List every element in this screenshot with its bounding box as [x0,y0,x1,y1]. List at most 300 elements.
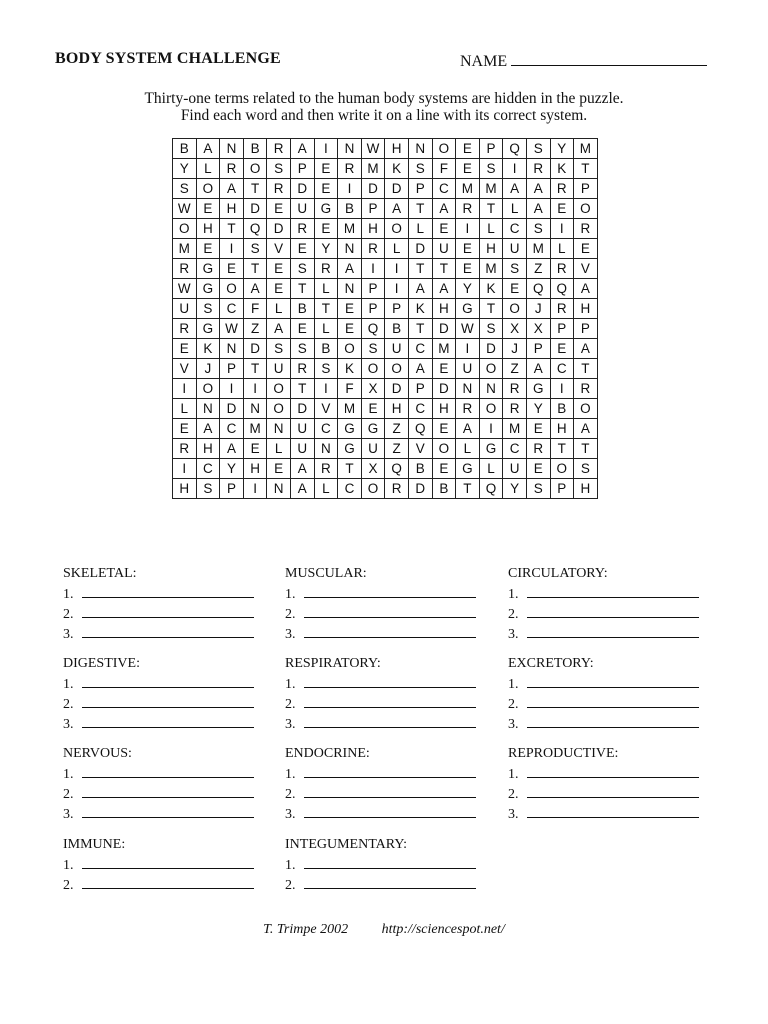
puzzle-letter[interactable]: R [550,179,574,199]
puzzle-letter[interactable]: M [479,259,503,279]
puzzle-letter[interactable]: E [432,419,456,439]
puzzle-letter[interactable]: U [456,359,480,379]
puzzle-letter[interactable]: S [314,359,338,379]
puzzle-letter[interactable]: Y [550,139,574,159]
puzzle-letter[interactable]: X [361,379,385,399]
puzzle-letter[interactable]: B [338,199,362,219]
puzzle-letter[interactable]: D [385,179,409,199]
puzzle-letter[interactable]: L [314,479,338,499]
answer-line[interactable] [304,674,476,688]
puzzle-letter[interactable]: R [526,159,550,179]
puzzle-letter[interactable]: J [196,359,220,379]
puzzle-letter[interactable]: M [432,339,456,359]
puzzle-letter[interactable]: Z [385,439,409,459]
puzzle-letter[interactable]: T [479,199,503,219]
puzzle-letter[interactable]: M [338,219,362,239]
puzzle-letter[interactable]: I [243,479,267,499]
puzzle-letter[interactable]: H [220,199,244,219]
puzzle-letter[interactable]: Y [456,279,480,299]
puzzle-letter[interactable]: Q [526,279,550,299]
puzzle-letter[interactable]: B [173,139,197,159]
answer-line[interactable] [82,714,254,728]
puzzle-letter[interactable]: R [503,399,527,419]
puzzle-letter[interactable]: I [314,139,338,159]
puzzle-letter[interactable]: T [408,319,432,339]
puzzle-letter[interactable]: A [526,199,550,219]
puzzle-letter[interactable]: R [267,139,291,159]
answer-line[interactable] [304,584,476,598]
puzzle-letter[interactable]: L [479,459,503,479]
puzzle-letter[interactable]: A [456,419,480,439]
puzzle-letter[interactable]: B [290,299,314,319]
puzzle-letter[interactable]: O [385,359,409,379]
answer-line[interactable] [527,604,699,618]
puzzle-letter[interactable]: N [243,399,267,419]
puzzle-letter[interactable]: G [479,439,503,459]
puzzle-letter[interactable]: C [196,459,220,479]
puzzle-letter[interactable]: A [243,279,267,299]
answer-line[interactable] [304,855,476,869]
puzzle-letter[interactable]: R [314,459,338,479]
answer-line[interactable] [304,624,476,638]
puzzle-letter[interactable]: H [432,399,456,419]
puzzle-letter[interactable]: C [220,299,244,319]
answer-line[interactable] [527,714,699,728]
puzzle-letter[interactable]: I [456,339,480,359]
puzzle-letter[interactable]: Z [503,359,527,379]
puzzle-letter[interactable]: Q [361,319,385,339]
puzzle-letter[interactable]: R [173,319,197,339]
puzzle-letter[interactable]: C [338,479,362,499]
puzzle-letter[interactable]: S [479,159,503,179]
puzzle-letter[interactable]: E [267,279,291,299]
puzzle-letter[interactable]: V [574,259,598,279]
puzzle-letter[interactable]: H [361,219,385,239]
puzzle-letter[interactable]: R [550,299,574,319]
answer-line[interactable] [527,694,699,708]
puzzle-letter[interactable]: A [432,199,456,219]
answer-line[interactable] [304,714,476,728]
puzzle-letter[interactable]: K [338,359,362,379]
puzzle-letter[interactable]: B [408,459,432,479]
puzzle-letter[interactable]: S [173,179,197,199]
puzzle-letter[interactable]: Q [385,459,409,479]
puzzle-letter[interactable]: T [550,439,574,459]
puzzle-letter[interactable]: Y [220,459,244,479]
puzzle-letter[interactable]: H [173,479,197,499]
puzzle-letter[interactable]: R [173,259,197,279]
puzzle-letter[interactable]: C [503,219,527,239]
puzzle-letter[interactable]: V [314,399,338,419]
puzzle-letter[interactable]: L [385,239,409,259]
puzzle-letter[interactable]: Y [526,399,550,419]
puzzle-letter[interactable]: A [408,279,432,299]
puzzle-letter[interactable]: U [290,439,314,459]
puzzle-letter[interactable]: R [503,379,527,399]
answer-line[interactable] [304,604,476,618]
puzzle-letter[interactable]: N [267,479,291,499]
puzzle-letter[interactable]: O [361,359,385,379]
puzzle-letter[interactable]: N [408,139,432,159]
answer-line[interactable] [304,784,476,798]
puzzle-letter[interactable]: P [220,479,244,499]
puzzle-letter[interactable]: O [574,199,598,219]
puzzle-letter[interactable]: G [456,459,480,479]
puzzle-letter[interactable]: E [574,239,598,259]
puzzle-letter[interactable]: S [574,459,598,479]
puzzle-letter[interactable]: F [432,159,456,179]
puzzle-letter[interactable]: O [479,399,503,419]
puzzle-letter[interactable]: L [196,159,220,179]
puzzle-letter[interactable]: S [408,159,432,179]
puzzle-letter[interactable]: P [361,199,385,219]
puzzle-letter[interactable]: C [408,399,432,419]
puzzle-letter[interactable]: O [574,399,598,419]
puzzle-letter[interactable]: E [290,319,314,339]
puzzle-letter[interactable]: S [196,479,220,499]
puzzle-letter[interactable]: T [574,439,598,459]
puzzle-letter[interactable]: E [432,219,456,239]
puzzle-letter[interactable]: A [267,319,291,339]
puzzle-letter[interactable]: G [196,279,220,299]
footer-url[interactable]: http://sciencespot.net/ [381,922,505,937]
puzzle-letter[interactable]: Q [479,479,503,499]
puzzle-letter[interactable]: P [408,179,432,199]
puzzle-letter[interactable]: O [220,279,244,299]
answer-line[interactable] [82,784,254,798]
puzzle-letter[interactable]: W [173,279,197,299]
puzzle-letter[interactable]: I [338,179,362,199]
puzzle-letter[interactable]: L [267,299,291,319]
puzzle-letter[interactable]: A [196,139,220,159]
puzzle-letter[interactable]: D [267,219,291,239]
puzzle-letter[interactable]: H [479,239,503,259]
puzzle-letter[interactable]: A [220,439,244,459]
puzzle-letter[interactable]: M [456,179,480,199]
puzzle-letter[interactable]: F [243,299,267,319]
puzzle-letter[interactable]: G [361,419,385,439]
puzzle-letter[interactable]: E [267,259,291,279]
puzzle-letter[interactable]: E [314,179,338,199]
puzzle-letter[interactable]: A [574,339,598,359]
puzzle-letter[interactable]: O [338,339,362,359]
puzzle-letter[interactable]: I [220,239,244,259]
puzzle-letter[interactable]: E [456,139,480,159]
puzzle-letter[interactable]: O [503,299,527,319]
puzzle-letter[interactable]: I [456,219,480,239]
puzzle-letter[interactable]: I [385,279,409,299]
puzzle-letter[interactable]: M [503,419,527,439]
puzzle-letter[interactable]: A [526,179,550,199]
puzzle-letter[interactable]: D [361,179,385,199]
puzzle-letter[interactable]: O [267,399,291,419]
puzzle-letter[interactable]: N [314,439,338,459]
puzzle-letter[interactable]: S [290,339,314,359]
puzzle-letter[interactable]: U [432,239,456,259]
puzzle-letter[interactable]: R [385,479,409,499]
puzzle-letter[interactable]: A [408,359,432,379]
puzzle-letter[interactable]: T [408,199,432,219]
puzzle-letter[interactable]: E [173,419,197,439]
puzzle-letter[interactable]: A [574,419,598,439]
puzzle-letter[interactable]: D [220,399,244,419]
puzzle-letter[interactable]: B [314,339,338,359]
puzzle-letter[interactable]: P [550,319,574,339]
puzzle-letter[interactable]: S [290,259,314,279]
puzzle-letter[interactable]: N [220,139,244,159]
puzzle-letter[interactable]: H [550,419,574,439]
puzzle-letter[interactable]: Y [314,239,338,259]
puzzle-letter[interactable]: P [385,299,409,319]
puzzle-letter[interactable]: T [314,299,338,319]
puzzle-letter[interactable]: P [290,159,314,179]
puzzle-letter[interactable]: I [220,379,244,399]
puzzle-letter[interactable]: V [408,439,432,459]
puzzle-letter[interactable]: A [526,359,550,379]
puzzle-letter[interactable]: A [338,259,362,279]
puzzle-letter[interactable]: A [290,459,314,479]
puzzle-letter[interactable]: H [385,139,409,159]
puzzle-letter[interactable]: T [290,279,314,299]
puzzle-letter[interactable]: A [432,279,456,299]
puzzle-letter[interactable]: D [243,339,267,359]
puzzle-letter[interactable]: E [267,199,291,219]
puzzle-letter[interactable]: P [361,279,385,299]
puzzle-letter[interactable]: E [361,399,385,419]
puzzle-letter[interactable]: S [361,339,385,359]
puzzle-letter[interactable]: Q [550,279,574,299]
puzzle-letter[interactable]: B [550,399,574,419]
answer-line[interactable] [82,604,254,618]
puzzle-letter[interactable]: C [503,439,527,459]
puzzle-letter[interactable]: P [361,299,385,319]
puzzle-letter[interactable]: C [220,419,244,439]
puzzle-letter[interactable]: U [385,339,409,359]
puzzle-letter[interactable]: E [456,159,480,179]
puzzle-letter[interactable]: I [385,259,409,279]
puzzle-letter[interactable]: T [243,259,267,279]
puzzle-letter[interactable]: Y [173,159,197,179]
puzzle-letter[interactable]: M [338,399,362,419]
puzzle-letter[interactable]: D [432,379,456,399]
puzzle-letter[interactable]: N [267,419,291,439]
puzzle-letter[interactable]: A [503,179,527,199]
puzzle-letter[interactable]: Z [385,419,409,439]
puzzle-letter[interactable]: E [314,159,338,179]
puzzle-letter[interactable]: U [361,439,385,459]
puzzle-letter[interactable]: E [432,359,456,379]
puzzle-letter[interactable]: U [503,459,527,479]
puzzle-letter[interactable]: U [173,299,197,319]
puzzle-letter[interactable]: L [314,279,338,299]
puzzle-letter[interactable]: L [479,219,503,239]
puzzle-letter[interactable]: P [574,319,598,339]
puzzle-letter[interactable]: R [220,159,244,179]
puzzle-letter[interactable]: I [550,219,574,239]
puzzle-letter[interactable]: H [432,299,456,319]
puzzle-letter[interactable]: R [456,199,480,219]
answer-line[interactable] [304,764,476,778]
answer-line[interactable] [527,674,699,688]
puzzle-letter[interactable]: P [408,379,432,399]
answer-line[interactable] [82,855,254,869]
puzzle-letter[interactable]: P [526,339,550,359]
puzzle-letter[interactable]: I [550,379,574,399]
puzzle-letter[interactable]: R [314,259,338,279]
puzzle-letter[interactable]: A [290,479,314,499]
answer-line[interactable] [527,584,699,598]
puzzle-letter[interactable]: D [432,319,456,339]
puzzle-letter[interactable]: T [408,259,432,279]
puzzle-letter[interactable]: I [479,419,503,439]
name-input-line[interactable] [511,50,707,66]
puzzle-letter[interactable]: J [503,339,527,359]
puzzle-letter[interactable]: R [290,219,314,239]
puzzle-letter[interactable]: G [314,199,338,219]
puzzle-letter[interactable]: T [574,359,598,379]
puzzle-letter[interactable]: H [574,299,598,319]
answer-line[interactable] [82,584,254,598]
puzzle-letter[interactable]: U [290,199,314,219]
puzzle-letter[interactable]: H [385,399,409,419]
puzzle-letter[interactable]: P [574,179,598,199]
puzzle-letter[interactable]: I [361,259,385,279]
puzzle-letter[interactable]: E [314,219,338,239]
puzzle-letter[interactable]: E [550,199,574,219]
answer-line[interactable] [82,804,254,818]
puzzle-letter[interactable]: R [361,239,385,259]
puzzle-letter[interactable]: S [526,219,550,239]
puzzle-letter[interactable]: O [173,219,197,239]
puzzle-letter[interactable]: R [574,219,598,239]
answer-line[interactable] [82,694,254,708]
puzzle-letter[interactable]: D [290,399,314,419]
answer-line[interactable] [304,875,476,889]
puzzle-letter[interactable]: H [196,439,220,459]
answer-line[interactable] [82,764,254,778]
puzzle-letter[interactable]: X [526,319,550,339]
puzzle-letter[interactable]: L [267,439,291,459]
puzzle-letter[interactable]: X [361,459,385,479]
puzzle-letter[interactable]: N [220,339,244,359]
puzzle-letter[interactable]: U [503,239,527,259]
puzzle-letter[interactable]: T [220,219,244,239]
puzzle-letter[interactable]: O [432,439,456,459]
puzzle-letter[interactable]: B [243,139,267,159]
puzzle-letter[interactable]: A [385,199,409,219]
puzzle-letter[interactable]: D [243,199,267,219]
puzzle-letter[interactable]: S [526,479,550,499]
puzzle-letter[interactable]: M [479,179,503,199]
puzzle-letter[interactable]: Q [243,219,267,239]
puzzle-letter[interactable]: T [479,299,503,319]
puzzle-letter[interactable]: E [503,279,527,299]
puzzle-letter[interactable]: Q [503,139,527,159]
answer-line[interactable] [304,804,476,818]
puzzle-letter[interactable]: U [290,419,314,439]
puzzle-letter[interactable]: Q [408,419,432,439]
puzzle-letter[interactable]: F [338,379,362,399]
answer-line[interactable] [304,694,476,708]
puzzle-letter[interactable]: V [173,359,197,379]
puzzle-letter[interactable]: D [290,179,314,199]
puzzle-letter[interactable]: W [220,319,244,339]
puzzle-letter[interactable]: K [479,279,503,299]
puzzle-letter[interactable]: S [526,139,550,159]
puzzle-letter[interactable]: M [526,239,550,259]
puzzle-letter[interactable]: M [243,419,267,439]
puzzle-letter[interactable]: R [267,179,291,199]
puzzle-letter[interactable]: E [432,459,456,479]
puzzle-letter[interactable]: S [479,319,503,339]
puzzle-letter[interactable]: R [550,259,574,279]
puzzle-letter[interactable]: Y [503,479,527,499]
puzzle-letter[interactable]: L [314,319,338,339]
name-field[interactable] [460,50,707,71]
puzzle-letter[interactable]: D [408,239,432,259]
puzzle-letter[interactable]: E [338,299,362,319]
puzzle-letter[interactable]: Z [526,259,550,279]
puzzle-letter[interactable]: L [456,439,480,459]
puzzle-letter[interactable]: C [432,179,456,199]
puzzle-letter[interactable]: B [385,319,409,339]
puzzle-letter[interactable]: A [574,279,598,299]
answer-line[interactable] [82,624,254,638]
puzzle-letter[interactable]: U [267,359,291,379]
puzzle-letter[interactable]: O [550,459,574,479]
puzzle-letter[interactable]: O [385,219,409,239]
puzzle-letter[interactable]: O [361,479,385,499]
puzzle-letter[interactable]: E [196,199,220,219]
puzzle-letter[interactable]: M [574,139,598,159]
puzzle-letter[interactable]: L [408,219,432,239]
puzzle-letter[interactable]: L [173,399,197,419]
answer-line[interactable] [527,784,699,798]
puzzle-letter[interactable]: R [338,159,362,179]
puzzle-letter[interactable]: I [314,379,338,399]
puzzle-letter[interactable]: E [456,239,480,259]
puzzle-letter[interactable]: E [243,439,267,459]
puzzle-letter[interactable]: X [503,319,527,339]
puzzle-letter[interactable]: N [338,239,362,259]
puzzle-letter[interactable]: I [503,159,527,179]
puzzle-letter[interactable]: K [408,299,432,319]
puzzle-letter[interactable]: R [173,439,197,459]
puzzle-letter[interactable]: G [338,439,362,459]
puzzle-letter[interactable]: M [361,159,385,179]
puzzle-letter[interactable]: R [526,439,550,459]
puzzle-letter[interactable]: G [196,319,220,339]
puzzle-letter[interactable]: E [526,419,550,439]
answer-line[interactable] [527,804,699,818]
puzzle-letter[interactable]: O [267,379,291,399]
puzzle-letter[interactable]: N [479,379,503,399]
puzzle-letter[interactable]: C [408,339,432,359]
puzzle-letter[interactable]: E [338,319,362,339]
puzzle-letter[interactable]: G [338,419,362,439]
puzzle-letter[interactable]: A [220,179,244,199]
puzzle-letter[interactable]: W [456,319,480,339]
puzzle-letter[interactable]: E [456,259,480,279]
puzzle-letter[interactable]: E [550,339,574,359]
puzzle-letter[interactable]: H [574,479,598,499]
answer-line[interactable] [527,624,699,638]
puzzle-letter[interactable]: R [574,379,598,399]
puzzle-letter[interactable]: N [456,379,480,399]
puzzle-letter[interactable]: E [196,239,220,259]
puzzle-letter[interactable]: D [385,379,409,399]
puzzle-letter[interactable]: S [243,239,267,259]
